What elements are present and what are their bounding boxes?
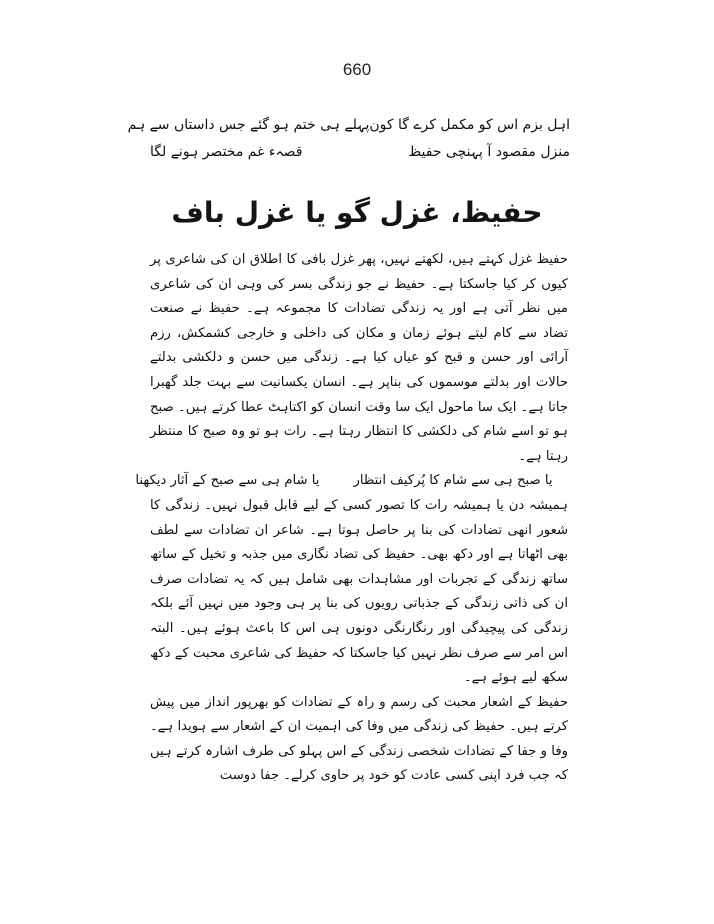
page-number: 660: [342, 60, 372, 79]
paragraph-3: حفیظ کے اشعار محبت کی رسم و راہ کے تضادات کو بھرپور انداز میں پیش کرتے ہیں۔ حفیظ کی زندگی میں وفا کی اہمیت ان کے اشعار سے ہویدا ہے۔ وفا و جفا کے تضادات شخصی زندگی کے اس پہلو کی طرف اشارہ کرتے ہیں کہ جب فرد اپنی کسی عادت کو خود پر حاوی کرلے۔ جفا دوست: [150, 694, 568, 784]
inline-couplet-first-line: یا صبح ہی سے شام کا پُرکیف انتظار: [353, 473, 553, 489]
couplet-2-first-line: منزل مقصود آ پہنچی حفیظ: [408, 144, 570, 160]
section-heading: حفیظ، غزل گو یا غزل باف: [171, 196, 543, 229]
inline-couplet: [135, 469, 568, 494]
inline-couplet-second-line: یا شام ہی سے صبح کے آثار دیکھنا: [135, 473, 320, 489]
body-text: [135, 248, 568, 789]
paragraph-1: حفیظ غزل کہتے ہیں، لکھتے نہیں، پھر غزل بافی کا اطلاق ان کی شاعری پر کیوں کر کیا جاسکتا ہے۔ حفیظ نے جو زندگی بسر کی وہی ان کی شاعری میں نظر آتی ہے اور یہ زندگی تضادات کا مجموعہ ہے۔ حفیظ نے صنعت تضاد سے کام لیتے ہوئے زمان و مکان کی داخلی و خارجی کشمکش، رزم آرائی اور حسن و قبح کو عیاں کیا ہے۔ زندگی میں حسن و دلکشی بدلتے حالات اور بدلتے موسموں کی بناپر ہے۔ انسان یکسانیت سے بہت جلد گھبرا جاتا ہے۔ ایک سا ماحول ایک سا وقت انسان کو اکتاہٹ عطا کرتے ہیں۔ صبح ہو تو اسے شام کی دلکشی کا انتظار رہتا ہے۔ رات ہو تو وہ صبح کا منتظر رہتا ہے۔: [150, 252, 568, 464]
couplet-1-second-line: پہلے ہی ختم ہو گئے جس داستاں سے ہم: [127, 117, 370, 133]
paragraph-2: ہمیشہ دن یا ہمیشہ رات کا تصور کسی کے لیے قابل قبول نہیں۔ زندگی کا شعور انھی تضادات کی بنا پر حاصل ہوتا ہے۔ شاعر ان تضادات سے لطف بھی اٹھاتا ہے اور دکھ بھی۔ حفیظ کی تضاد نگاری میں جذبہ و تخیل کے ساتھ ساتھ زندگی کے تجربات اور مشاہدات بھی شامل ہیں کہ یہ تضادات صرف ان کی ذاتی زندگی کے جذباتی رویوں کی بنا پر ہی وجود میں نہیں آئے بلکہ زندگی کی پیچیدگی اور رنگارنگی دونوں ہی اس کا باعث ہوئے ہیں۔ البتہ اس امر سے صرف نظر نہیں کیا جاسکتا کہ حفیظ کی شاعری محبت کے دکھ سکھ لیے ہوئے ہے۔: [150, 497, 568, 686]
couplet-2: [150, 139, 570, 166]
couplet-1-first-line: اہل بزم اس کو مکمل کرے گا کون: [369, 117, 570, 133]
couplet-1: [127, 112, 570, 139]
opening-couplets: [127, 112, 570, 166]
couplet-2-second-line: قصہء غم مختصر ہونے لگا: [150, 144, 303, 160]
